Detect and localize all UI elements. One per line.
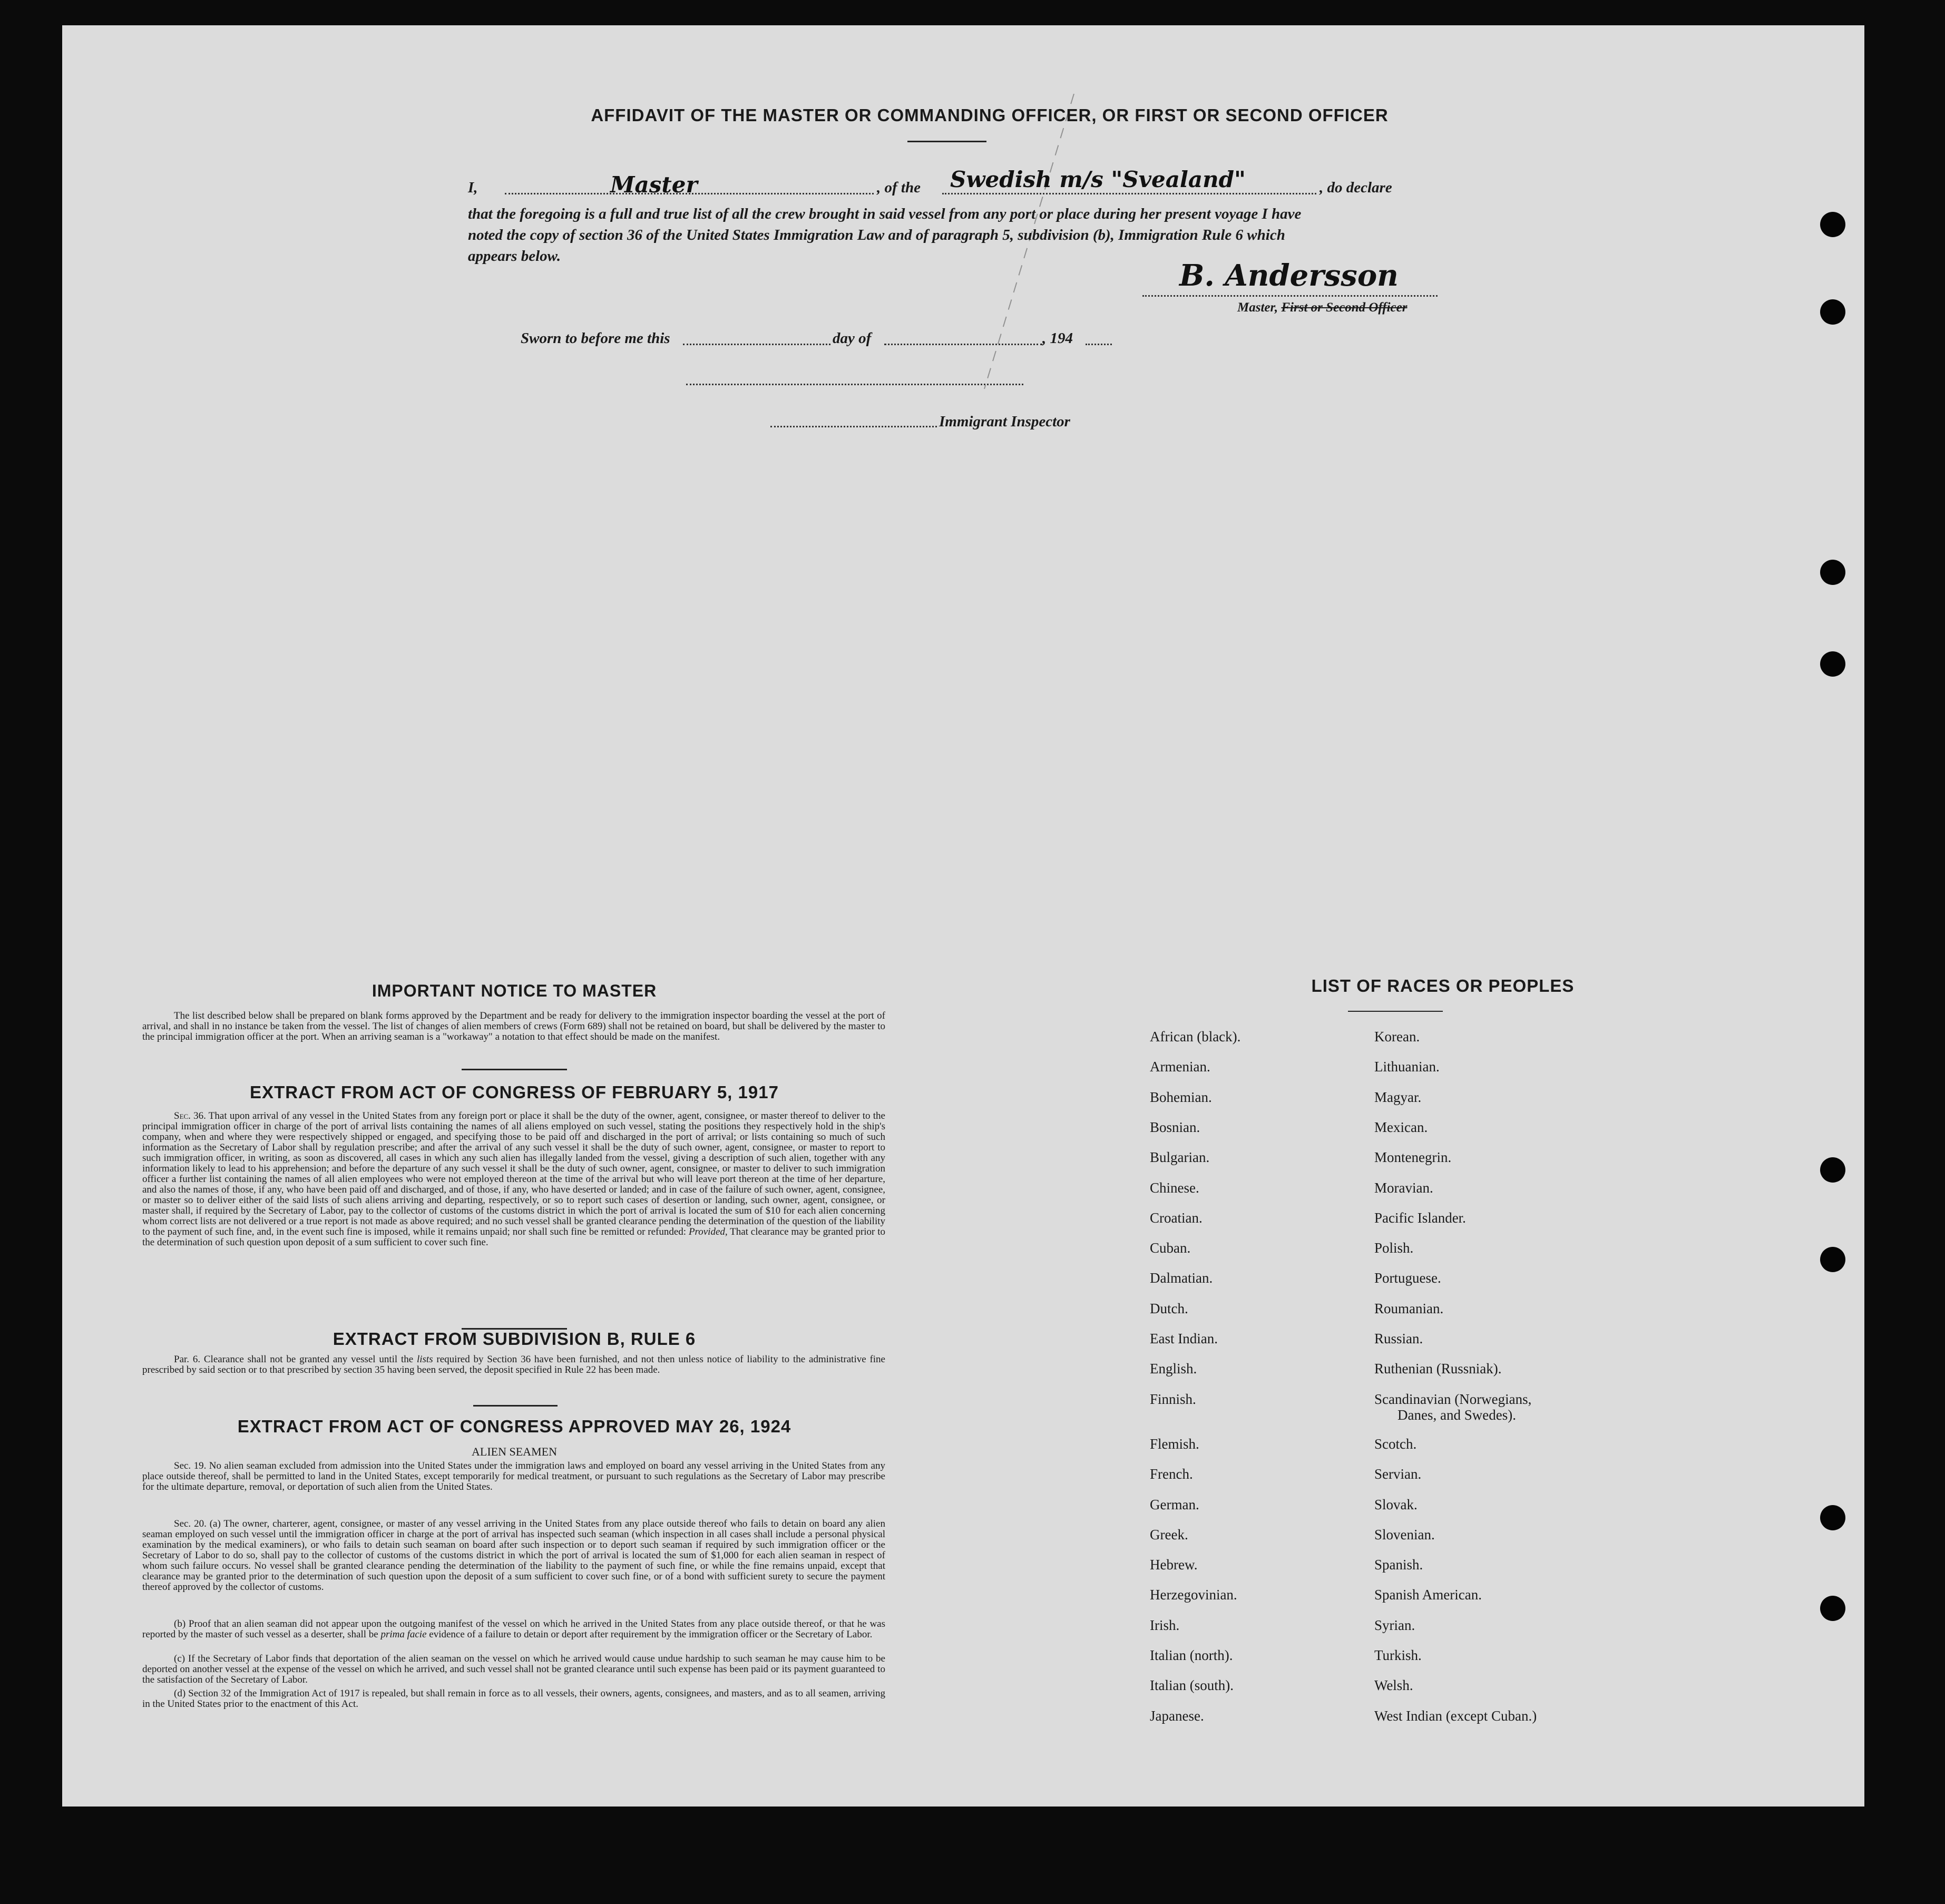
punch-hole [1820,1157,1845,1183]
race-item: Italian (north). [1150,1647,1233,1663]
race-item: Servian. [1374,1466,1422,1482]
notice-text: The list described below shall be prepared on blank forms approved by the Department and be ready for delivery to the immigration inspector boarding the vessel at the port of arrival, and shall in no instance be taken from the vessel. The list of changes of alien members of crews (Form 689) shall not be retained on board, but shall be delivered by the master to the principal immigration officer at the port. When an arriving seaman is a "workaway" a notation to that effect should be made on the manifest. [142,1010,885,1042]
sec-20d-text: (d) Section 32 of the Immigration Act of 1917 is repealed, but shall remain in force as to all vessels, their owners, agents, consignees, and masters, and as to all seamen, arriving in the United States prior to the enactment of this Act. [142,1688,885,1710]
race-item: Herzegovinian. [1150,1587,1237,1603]
proviso-text: That clearance may be granted prior to the determination of such question upon deposit of a sum sufficient to cover such fine. [142,1226,886,1248]
race-item: Flemish. [1150,1436,1199,1452]
sworn-day-blank [683,344,830,345]
race-item: German. [1150,1496,1199,1512]
sworn-prefix: Sworn to before me this [521,330,670,347]
sworn-year: , 194 [1042,330,1073,347]
race-item: Russian. [1374,1331,1423,1346]
sec-36-label: Sec. 36. [174,1110,206,1121]
race-item: Mexican. [1374,1119,1428,1135]
rule6-text-b: required by Section 36 have been furnished, and not then unless notice of liability to the administrative fine prescribed by said section or to that prescribed by section 35 having been served, the deposit specified in Rule 22 has been made. [142,1354,885,1375]
divider [462,1069,567,1070]
sec-20b-text [142,1619,885,1640]
race-item: French. [1150,1466,1193,1482]
rule6-text [142,1354,885,1375]
race-item: Bohemian. [1150,1089,1212,1105]
race-item: Chinese. [1150,1179,1199,1196]
rule6-text-a: Par. 6. Clearance shall not be granted any vessel until the [174,1354,414,1365]
race-item: Pacific Islander. [1374,1209,1466,1226]
master-signature: B. Andersson [1179,258,1399,293]
race-item: Greek. [1150,1526,1188,1542]
signature-line [1142,295,1438,297]
race-item: Italian (south). [1150,1677,1234,1694]
race-item: Dalmatian. [1150,1270,1213,1286]
punch-hole [1820,560,1845,585]
race-item: West Indian (except Cuban.) [1374,1707,1537,1724]
race-item: Slovenian. [1374,1526,1435,1542]
race-item: English. [1150,1361,1197,1377]
race-item: Montenegrin. [1374,1149,1452,1166]
punch-hole [1820,1247,1845,1272]
punch-hole [1820,1596,1845,1621]
signature-caption [1237,300,1407,315]
affidavit-of-the: , of the [877,179,921,196]
race-item: Bosnian. [1150,1119,1200,1135]
affidavit-i: I, [468,179,478,196]
sworn-signature-blank [686,384,1023,385]
sworn-line [521,330,1206,351]
sec-20a-text: Sec. 20. (a) The owner, charterer, agent, consignee, or master of any vessel arriving in the United States from any place outside thereof who fails to detain on board any alien seaman employed on such vessel until the immigration officer in charge at the port of arrival has inspected such seaman (which inspection in all cases shall include a personal physical examination by the medical examiners), or who fails to detain such seaman on board after such inspection or to deport such seaman if required by such immigration officer or the Secretary of Labor to do so, shall pay to the collector of customs of the customs district in which the port of arrival is located the sum of $1,000 for each alien seaman in respect of whom such failure occurs. No vessel shall be granted clearance pending the determination of the liability to the payment of such fine, or while the fine remains unpaid, except that clearance may be granted prior to the determination of such question upon the deposit of a sum sufficient to cover such fine, or of a bond with sufficient surety to secure the payment thereof approved by the collector of customs. [142,1518,885,1593]
race-item: Slovak. [1374,1496,1418,1512]
affidavit-line-3: noted the copy of section 36 of the United States Immigration Law and of paragraph 5, subdivision (b), Immigration Rule 6 which [468,227,1285,243]
race-item: Polish. [1374,1240,1414,1256]
rule6-lists: lists [416,1354,433,1365]
extract-1924-title: EXTRACT FROM ACT OF CONGRESS APPROVED MAY 26, 1924 [237,1417,791,1436]
proviso-label: Provided, [688,1226,728,1237]
sec-20c-text: (c) If the Secretary of Labor finds that deportation of the alien seaman on the vessel on which he arrived would cause undue hardship to such seaman he may cause him to be deported on another vessel at the expense of the vessel on which he arrived, and such vessel shall not be granted clearance until such expense has been paid or its payment guaranteed to the satisfaction of the Secretary of Labor. [142,1653,885,1685]
sec-36-body: That upon arrival of any vessel in the United States from any foreign port or place it shall be the duty of the owner, agent, consignee, or master thereof to deliver to the principal immigration officer in charge of the port of arrival lists containing the names of all aliens employed on such vessel, stating the positions they respectively hold in the ship's company, when and where they were respectively shipped or engaged, and specifying those to be paid off and discharged in the port of arrival; or lists containing so much of such information as the Secretary of Labor shall by regulation prescribe; and after the arrival of any such vessel it shall be the duty of such owner, agent, consignee, or master to report to such immigration officer, in writing, as soon as discovered, all cases in which any such alien has illegally landed from the vessel, giving a description of such alien, together with any information likely to lead to his apprehension; and before the departure of any such vessel it shall be the duty of such owner, agent, consignee, or master to deliver to such immigration officer a further list containing the names of all alien employees who were not employed thereon at the time of the arrival but who will leave port thereon at the time of her departure, and also the names of those, if any, who have been paid off and discharged, and of those, if any, who have deserted or landed; and in case of the failure of such owner, agent, consignee, or master so to deliver either of the said lists of such aliens arriving and departing, respectively, or so to report such cases of desertion or landing, such owner, agent, consignee, or master shall, if required by the Secretary of Labor, pay to the collector of customs of the customs district in which the port of arrival is located the sum of $10 for each alien concerning whom correct lists are not delivered or a true report is not made as above required; and no such vessel shall be granted clearance pending the determination of the question of the liability to the payment of such fine, and, in the event such fine is imposed, while it remains unpaid; nor shall such fine be remitted or refunded: [142,1110,885,1237]
extract-1917-text [142,1111,885,1248]
affidavit-title: AFFIDAVIT OF THE MASTER OR COMMANDING OFFICER, OR FIRST OR SECOND OFFICER [591,105,1389,125]
race-item: Dutch. [1150,1300,1188,1316]
divider [1348,1011,1443,1012]
races-title: LIST OF RACES OR PEOPLES [1311,976,1575,995]
race-item: Irish. [1150,1617,1180,1633]
rule6-title: EXTRACT FROM SUBDIVISION B, RULE 6 [333,1329,696,1349]
punch-hole [1820,299,1845,325]
race-item: Spanish American. [1374,1587,1482,1603]
race-item: Lithuanian. [1374,1059,1440,1075]
sec-20b-prima-facie: prima facie [380,1629,427,1640]
sec-20b-a: (b) Proof that an alien seaman did not appear upon the outgoing manifest of the vessel on which he arrived in the United States from any place outside thereof, or that he was reported by the master of such vessel as a deserter, shall be [142,1618,885,1640]
race-item: Magyar. [1374,1089,1422,1105]
handwritten-rank: Master [610,172,698,198]
document-page [62,25,1864,1807]
divider [907,141,986,142]
race-item: Spanish. [1374,1557,1423,1573]
punch-hole [1820,651,1845,677]
punch-hole [1820,212,1845,237]
sworn-day-label: day of [833,330,872,347]
race-item: Japanese. [1150,1707,1204,1724]
punch-hole [1820,1505,1845,1530]
race-item: Scandinavian (Norwegians, [1374,1391,1532,1407]
race-item: Scotch. [1374,1436,1417,1452]
extract-1917-title: EXTRACT FROM ACT OF CONGRESS OF FEBRUARY 5, 1917 [250,1082,779,1102]
race-item: African (black). [1150,1029,1241,1044]
race-item: Syrian. [1374,1617,1415,1633]
affidavit-line-4: appears below. [468,248,561,265]
race-item: Croatian. [1150,1209,1203,1226]
race-item: Hebrew. [1150,1557,1198,1573]
divider [473,1405,558,1407]
notice-title: IMPORTANT NOTICE TO MASTER [372,981,657,1000]
race-item: Korean. [1374,1029,1420,1044]
inspector-blank [770,426,937,427]
handwritten-vessel: Swedish m/s "Svealand" [950,167,1246,192]
race-item: Welsh. [1374,1677,1413,1694]
race-item: Moravian. [1374,1179,1433,1196]
race-item: Danes, and Swedes). [1397,1407,1516,1423]
affidavit-line-2: that the foregoing is a full and true list of all the crew brought in said vessel from any port or place during her present voyage I have [468,206,1302,222]
race-item: East Indian. [1150,1331,1218,1346]
race-item: Cuban. [1150,1240,1191,1256]
race-item: Armenian. [1150,1059,1210,1075]
sworn-month-blank [884,344,1042,345]
race-item: Portuguese. [1374,1270,1441,1286]
vessel-blank [942,193,1316,194]
caption-master: Master, [1237,300,1282,315]
sec-19-text: Sec. 19. No alien seaman excluded from admission into the United States under the immigration laws and employed on board any vessel arriving in the United States from any place outside thereof, shall be permitted to land in the United States, except temporarily for medical treatment, or pursuant to such regulations as the Secretary of Labor may prescribe for the ultimate departure, removal, or deportation of such alien from the United States. [142,1460,885,1492]
affidavit-do-declare: , do declare [1320,179,1392,196]
alien-seamen-subtitle: ALIEN SEAMEN [472,1445,557,1458]
race-item: Bulgarian. [1150,1149,1210,1166]
race-item: Turkish. [1374,1647,1422,1663]
caption-struck-officer: First or Second Officer [1281,300,1408,315]
race-item: Ruthenian (Russniak). [1374,1361,1502,1377]
race-item: Roumanian. [1374,1300,1444,1316]
inspector-label: Immigrant Inspector [939,413,1070,430]
sec-20b-b: evidence of a failure to detain or deport after requirement by the immigration officer or the Secretary of Labor. [429,1629,873,1640]
affidavit-line-1 [468,167,1511,198]
sworn-year-blank [1086,344,1112,345]
race-item: Finnish. [1150,1391,1196,1407]
